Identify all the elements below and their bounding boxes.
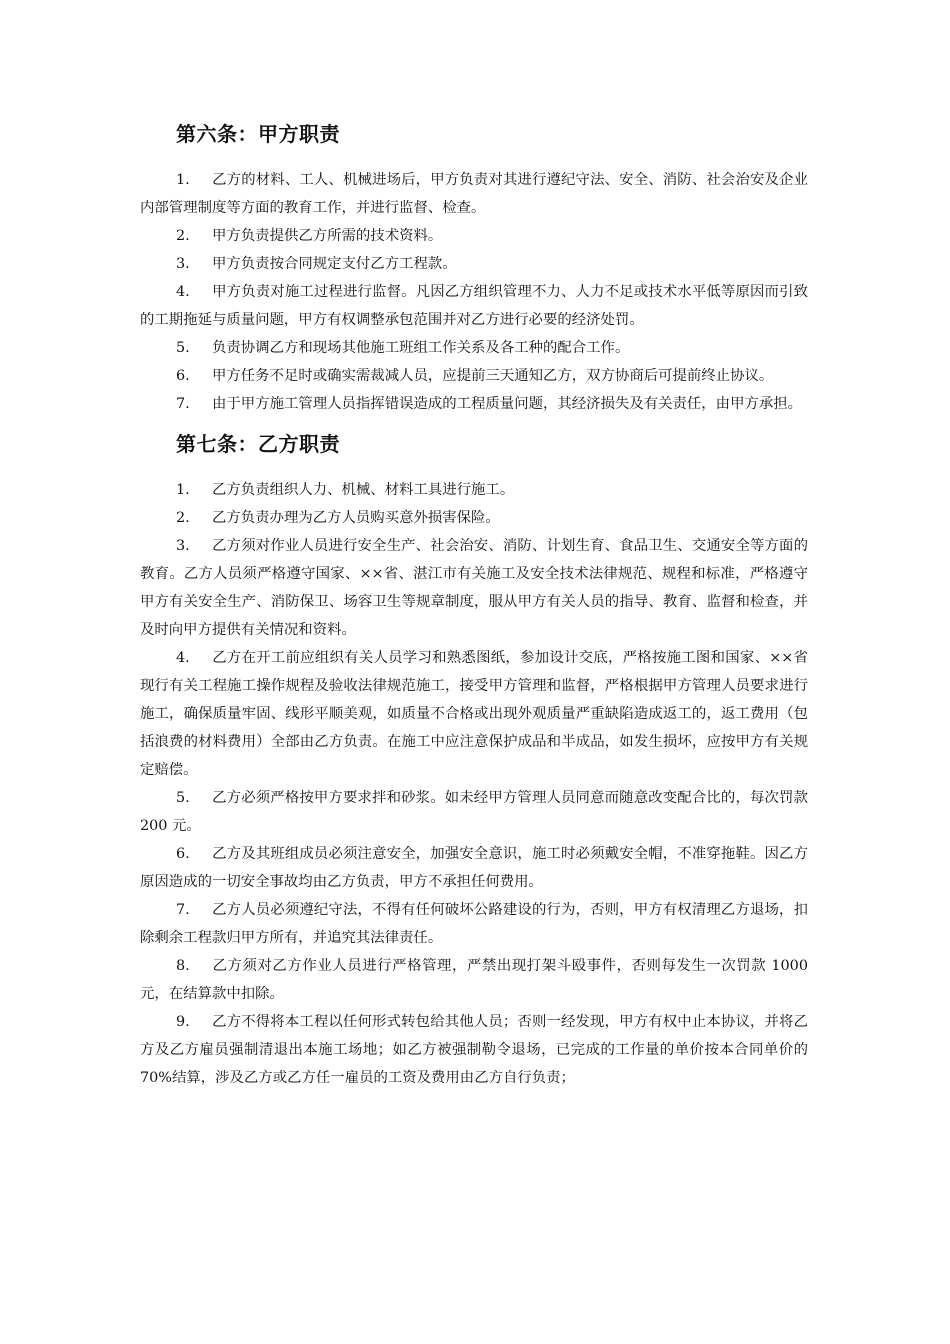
list-item	[140, 222, 808, 250]
item-number: 6.	[176, 846, 190, 862]
item-number: 3.	[176, 256, 190, 272]
section-title-article-7: 第七条：乙方职责	[176, 432, 340, 456]
list-item	[140, 840, 808, 896]
item-number: 5.	[176, 340, 190, 356]
item-text: 乙方人员必须遵纪守法，不得有任何破坏公路建设的行为，否则，甲方有权清理乙方退场，扣除剩余工程款归甲方所有，并追究其法律责任。	[140, 902, 808, 946]
list-item	[140, 952, 808, 1008]
item-number: 2.	[176, 510, 190, 526]
section-title-article-6: 第六条：甲方职责	[176, 122, 340, 146]
item-number: 3.	[176, 538, 190, 554]
item-number: 8.	[176, 958, 190, 974]
list-item	[140, 784, 808, 840]
item-text: 乙方须对作业人员进行安全生产、社会治安、消防、计划生育、食品卫生、交通安全等方面的教育。乙方人员须严格遵守国家、××省、湛江市有关施工及安全技术法律规范、规程和标准，严格遵守甲方有关安全生产、消防保卫、场容卫生等规章制度，服从甲方有关人员的指导、教育、监督和检查，并及时向甲方提供有关情况和资料。	[140, 538, 808, 638]
item-text: 乙方及其班组成员必须注意安全，加强安全意识，施工时必须戴安全帽，不准穿拖鞋。因乙方原因造成的一切安全事故均由乙方负责，甲方不承担任何费用。	[140, 846, 808, 890]
item-text: 乙方的材料、工人、机械进场后，甲方负责对其进行遵纪守法、安全、消防、社会治安及企业内部管理制度等方面的教育工作，并进行监督、检查。	[140, 172, 808, 216]
item-number: 4.	[176, 284, 190, 300]
item-number: 6.	[176, 368, 190, 384]
item-text: 乙方负责组织人力、机械、材料工具进行施工。	[212, 482, 515, 498]
item-text: 乙方须对乙方作业人员进行严格管理，严禁出现打架斗殴事件，否则每发生一次罚款 1000 元，在结算款中扣除。	[140, 958, 808, 1002]
item-number: 7.	[176, 396, 190, 412]
item-number: 7.	[176, 902, 190, 918]
item-text: 甲方任务不足时或确实需裁减人员，应提前三天通知乙方，双方协商后可提前终止协议。	[212, 368, 774, 384]
list-item	[140, 390, 808, 418]
list-item	[140, 476, 808, 504]
list-item	[140, 362, 808, 390]
item-number: 4.	[176, 650, 190, 666]
item-number: 1.	[176, 482, 190, 498]
item-text: 负责协调乙方和现场其他施工班组工作关系及各工种的配合工作。	[212, 340, 630, 356]
list-item	[140, 532, 808, 644]
item-text: 乙方不得将本工程以任何形式转包给其他人员；否则一经发现，甲方有权中止本协议，并将乙方及乙方雇员强制清退出本施工场地；如乙方被强制勒令退场，已完成的工作量的单价按本合同单价的 70%结算，涉及乙方或乙方任一雇员的工资及费用由乙方自行负责；	[140, 1014, 808, 1086]
item-text: 甲方负责提供乙方所需的技术资料。	[212, 228, 443, 244]
item-text: 乙方负责办理为乙方人员购买意外损害保险。	[212, 510, 500, 526]
list-item	[140, 334, 808, 362]
item-text: 乙方在开工前应组织有关人员学习和熟悉图纸，参加设计交底，严格按施工图和国家、××省现行有关工程施工操作规程及验收法律规范施工，接受甲方管理和监督，严格根据甲方管理人员要求进行施工，确保质量牢固、线形平顺美观，如质量不合格或出现外观质量严重缺陷造成返工的，返工费用（包括浪费的材料费用）全部由乙方负责。在施工中应注意保护成品和半成品，如发生损坏，应按甲方有关规定赔偿。	[140, 650, 808, 778]
document-page	[140, 118, 808, 1092]
item-number: 1.	[176, 172, 190, 188]
item-text: 乙方必须严格按甲方要求拌和砂浆。如未经甲方管理人员同意而随意改变配合比的，每次罚款 200 元。	[140, 790, 808, 834]
list-item	[140, 1008, 808, 1092]
list-item	[140, 896, 808, 952]
item-number: 9.	[176, 1014, 190, 1030]
item-text: 甲方负责对施工过程进行监督。凡因乙方组织管理不力、人力不足或技术水平低等原因而引致的工期拖延与质量问题，甲方有权调整承包范围并对乙方进行必要的经济处罚。	[140, 284, 808, 328]
item-number: 5.	[176, 790, 190, 806]
item-text: 甲方负责按合同规定支付乙方工程款。	[212, 256, 457, 272]
list-item	[140, 644, 808, 784]
list-item	[140, 166, 808, 222]
list-item	[140, 278, 808, 334]
list-item	[140, 250, 808, 278]
item-text: 由于甲方施工管理人员指挥错误造成的工程质量问题，其经济损失及有关责任，由甲方承担。	[212, 396, 803, 412]
item-number: 2.	[176, 228, 190, 244]
list-item	[140, 504, 808, 532]
